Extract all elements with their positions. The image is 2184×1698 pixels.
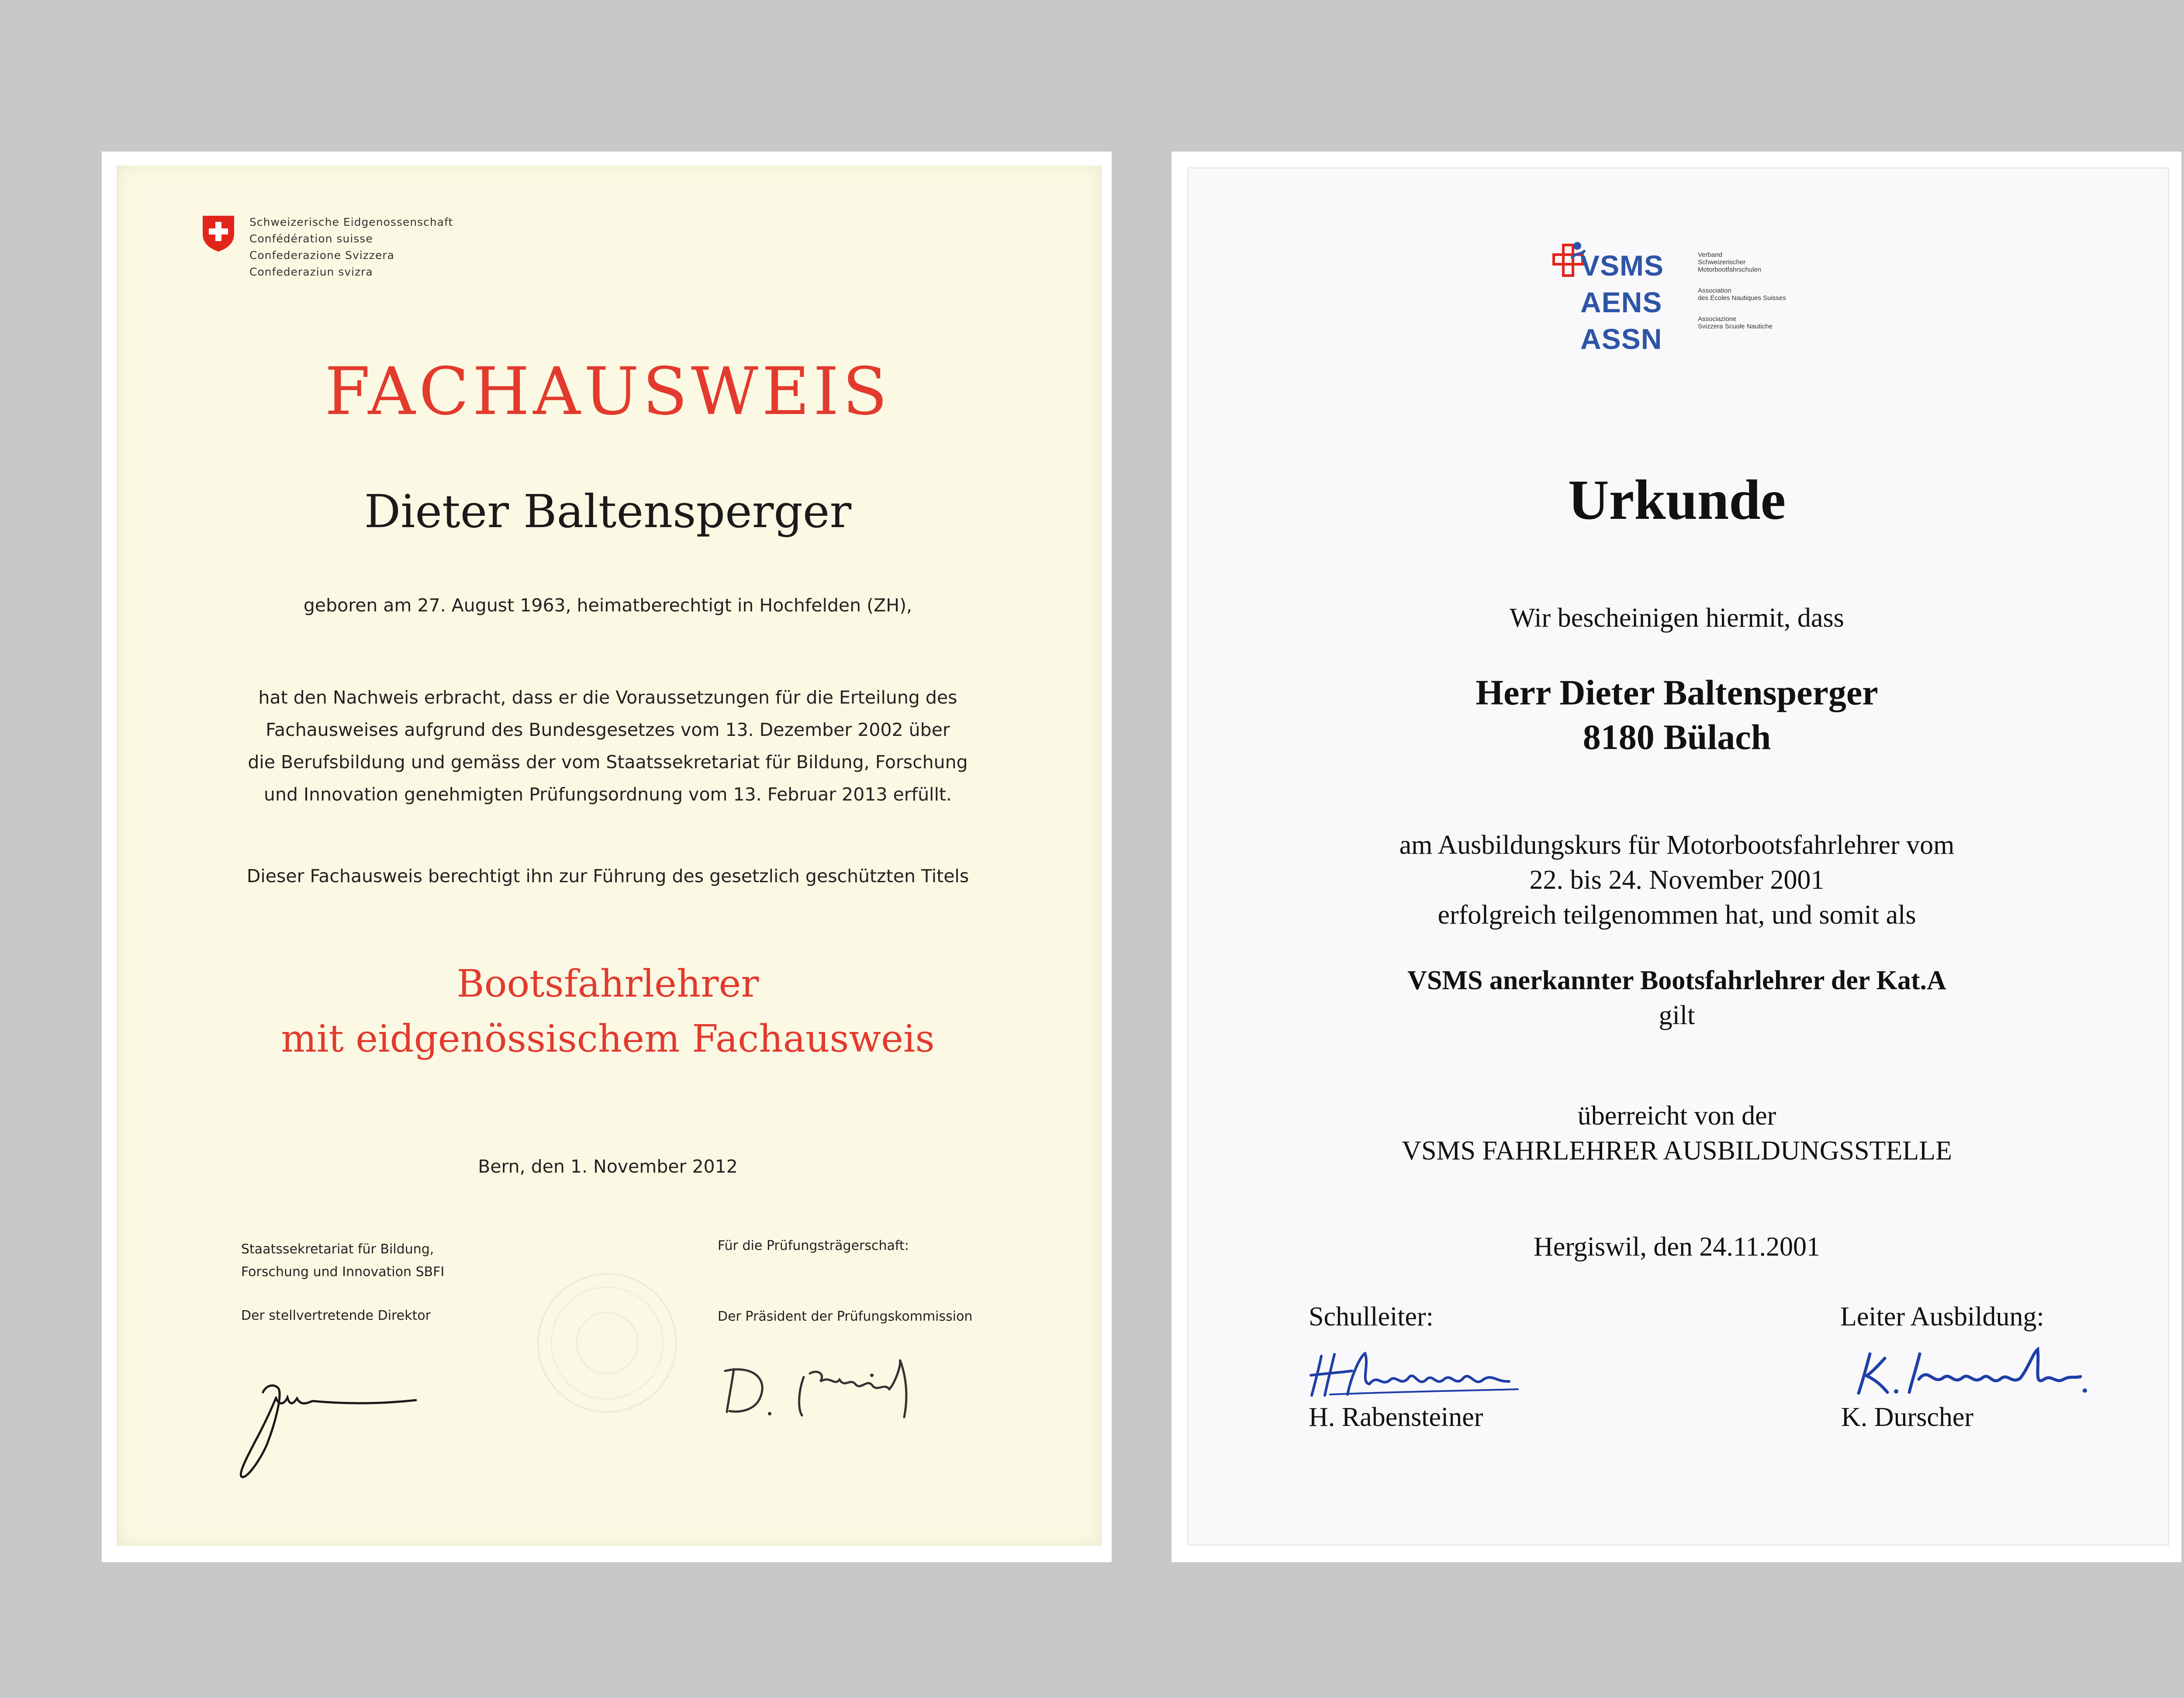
presented-line: überreicht von der [1577, 1101, 1776, 1131]
deputy-director-label: Der stellvertretende Direktor [241, 1308, 431, 1323]
degree-line: mit eidgenössischem Fachausweis [281, 1017, 935, 1061]
confederation-line-rm: Confederaziun svizra [249, 266, 373, 278]
confederation-line-fr: Confédération suisse [249, 232, 373, 245]
course-block [1187, 828, 2167, 932]
logo-line: AENS [1580, 286, 1662, 318]
degree-line: Bootsfahrlehrer [456, 962, 759, 1006]
assoc-line: Association [1698, 287, 1731, 294]
training-head-label: Leiter Ausbildung: [1840, 1302, 2044, 1332]
secretariat-label [241, 1238, 444, 1284]
course-line: erfolgreich teilgenommen hat, und somit als [1438, 900, 1916, 930]
certification-body [204, 681, 1012, 811]
secretariat-line: Forschung und Innovation SBFI [241, 1264, 445, 1280]
association-name-fr [1698, 287, 1881, 302]
assoc-line: Schweizerischer [1698, 259, 1746, 266]
body-line: hat den Nachweis erbracht, dass er die Voraussetzungen für die Erteilung des [258, 687, 957, 708]
association-names [1698, 251, 1881, 344]
place-date: Hergiswil, den 24.11.2001 [1533, 1232, 1821, 1262]
logo-line: ASSN [1580, 323, 1662, 355]
birth-line: geboren am 27. August 1963, heimatberechtigt in Hochfelden (ZH), [303, 595, 912, 616]
principal-label: Schulleiter: [1309, 1302, 1434, 1332]
entitlement-line: Dieser Fachausweis berechtigt ihn zur Führung des gesetzlich geschützten Titels [246, 866, 969, 887]
confederation-line-it: Confederazione Svizzera [249, 249, 394, 262]
body-line: und Innovation genehmigten Prüfungsordnung vom 13. Februar 2013 erfüllt. [264, 784, 952, 805]
qualification-suffix: gilt [1659, 1001, 1695, 1030]
assoc-line: Svizzera Scuole Nautiche [1698, 323, 1773, 330]
embossed-seal-icon [535, 1271, 679, 1415]
secretariat-line: Staatssekretariat für Bildung, [241, 1242, 434, 1257]
recipient-address: 8180 Bülach [1583, 717, 1771, 757]
presented-line: VSMS FAHRLEHRER AUSBILDUNGSSTELLE [1402, 1136, 1952, 1166]
presented-by-block [1187, 1098, 2167, 1168]
qualification-title: VSMS anerkannter Bootsfahrlehrer der Kat.A [1407, 966, 1946, 995]
director-signature-icon [236, 1358, 428, 1485]
recipient-block [1187, 670, 2167, 759]
swiss-coat-of-arms-icon [202, 215, 235, 252]
confederation-line-de: Schweizerische Eidgenossenschaft [249, 216, 453, 228]
training-head-signature-icon [1845, 1336, 2090, 1400]
recipient-name: Herr Dieter Baltensperger [1476, 673, 1878, 712]
exam-body-label: Für die Prüfungsträgerschaft: [718, 1238, 909, 1253]
president-signature-icon [716, 1356, 943, 1426]
place-date: Bern, den 1. November 2012 [478, 1156, 738, 1177]
association-name-it [1698, 315, 1881, 330]
president-label: Der Präsident der Prüfungskommission [718, 1309, 973, 1324]
association-name-de [1698, 251, 1881, 273]
confederation-names [249, 214, 555, 280]
body-line: die Berufsbildung und gemäss der vom Staatssekretariat für Bildung, Forschung [248, 752, 968, 773]
course-line: 22. bis 24. November 2001 [1529, 865, 1825, 895]
assoc-line: Verband [1698, 251, 1722, 259]
assoc-line: des Ecoles Nautiques Suisses [1698, 294, 1786, 302]
vsms-logo-text [1580, 247, 1664, 357]
intro-line: Wir bescheinigen hiermit, dass [1510, 603, 1844, 633]
qualification-block [1187, 963, 2167, 1033]
assoc-line: Associazione [1698, 315, 1737, 323]
logo-line: VSMS [1580, 249, 1664, 282]
training-head-name: K. Durscher [1841, 1402, 1974, 1432]
principal-name: H. Rabensteiner [1309, 1402, 1483, 1432]
assoc-line: Motorbootfahrschulen [1698, 266, 1762, 273]
body-line: Fachausweises aufgrund des Bundesgesetzes vom 13. Dezember 2002 über [266, 719, 950, 740]
principal-signature-icon [1304, 1339, 1522, 1404]
course-line: am Ausbildungskurs für Motorbootsfahrlehrer vom [1399, 830, 1955, 860]
degree-title [117, 956, 1099, 1066]
urkunde-title: Urkunde [1568, 469, 1786, 531]
holder-name: Dieter Baltensperger [364, 485, 852, 538]
fachausweis-title: FACHAUSWEIS [325, 354, 891, 430]
